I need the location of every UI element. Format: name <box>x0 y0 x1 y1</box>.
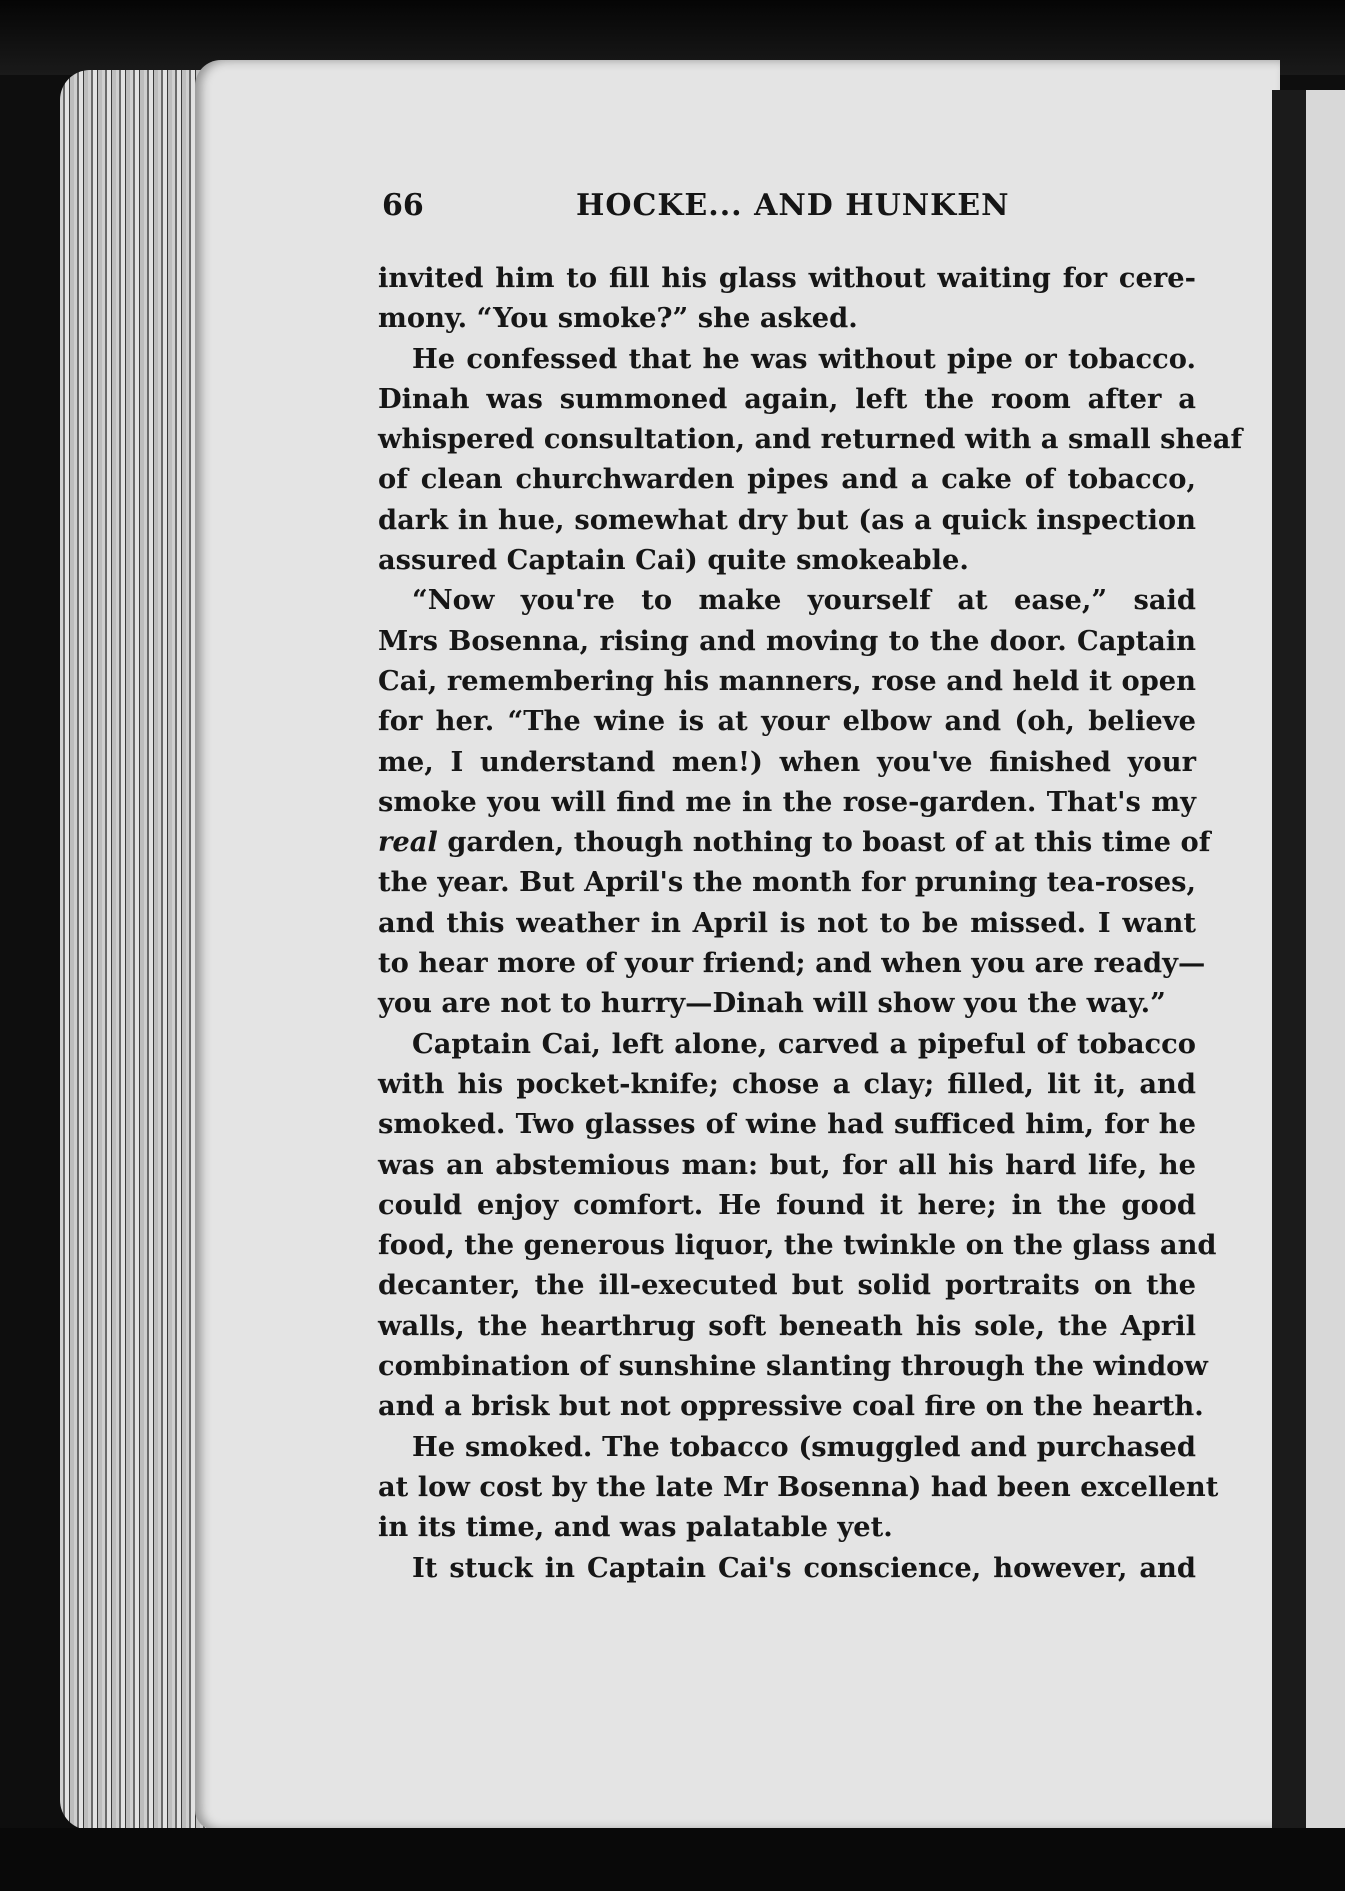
text-line: combination of sunshine slanting through the window <box>378 1350 1208 1383</box>
running-title: HOCKE... AND HUNKEN <box>576 188 1010 223</box>
text-line: of clean churchwarden pipes and a cake of tobacco, <box>378 463 1196 496</box>
text-line: and a brisk but not oppressive coal fire on the hearth. <box>378 1390 1204 1423</box>
text-line: the year. But April's the month for pruning tea-roses, <box>378 866 1196 899</box>
body-text <box>378 258 1243 1588</box>
text-line: could enjoy comfort. He found it here; in the good <box>378 1188 1196 1221</box>
scan-bottom-border <box>0 1828 1345 1891</box>
text-line: in its time, and was palatable yet. <box>378 1511 893 1544</box>
text-line: me, I understand men!) when you've finished your <box>378 745 1196 778</box>
text-line: smoke you will find me in the rose-garden. That's my <box>378 785 1196 818</box>
text-line: whispered consultation, and returned with a small sheaf <box>378 423 1243 456</box>
text-line: to hear more of your friend; and when you are ready— <box>378 947 1206 980</box>
text-line: with his pocket-knife; chose a clay; filled, lit it, and <box>378 1067 1196 1100</box>
text-line: Cai, remembering his manners, rose and held it open <box>378 664 1196 697</box>
text-line: Dinah was summoned again, left the room after a <box>378 382 1196 415</box>
text-line: Captain Cai, left alone, carved a pipeful of tobacco <box>412 1027 1196 1060</box>
text-line: decanter, the ill-executed but solid portraits on the <box>378 1269 1196 1302</box>
text-line: you are not to hurry—Dinah will show you the way.” <box>378 987 1166 1020</box>
text-line: It stuck in Captain Cai's conscience, however, and <box>412 1551 1196 1584</box>
text-line: smoked. Two glasses of wine had sufficed him, for he <box>378 1108 1196 1141</box>
page-number: 66 <box>382 188 424 223</box>
text-line: invited him to fill his glass without waiting for cere- <box>378 262 1196 294</box>
text-line: Mrs Bosenna, rising and moving to the door. Captain <box>378 624 1196 657</box>
text-line: food, the generous liquor, the twinkle on the glass and <box>378 1229 1217 1262</box>
text-line: assured Captain Cai) quite smokeable. <box>378 544 969 577</box>
text-line: He smoked. The tobacco (smuggled and purchased <box>412 1430 1196 1463</box>
binding-edge <box>1272 90 1306 1830</box>
text-line-with-italic <box>378 822 1211 862</box>
text-line: walls, the hearthrug soft beneath his sole, the April <box>378 1309 1196 1342</box>
text-line-rest: garden, though nothing to boast of at this time of <box>437 826 1211 859</box>
running-head <box>382 188 1012 238</box>
text-line: was an abstemious man: but, for all his hard life, he <box>378 1148 1196 1181</box>
text-line: at low cost by the late Mr Bosenna) had been excellent <box>378 1470 1219 1503</box>
facing-page-edge <box>1306 90 1345 1830</box>
italic-word: real <box>378 826 438 859</box>
text-line: and this weather in April is not to be missed. I want <box>378 906 1196 939</box>
page-edge-stack <box>60 70 210 1830</box>
text-line: mony. “You smoke?” she asked. <box>378 302 858 335</box>
text-line: “Now you're to make yourself at ease,” said <box>412 584 1196 617</box>
text-line: He confessed that he was without pipe or tobacco. <box>412 342 1196 375</box>
text-line: dark in hue, somewhat dry but (as a quick inspection <box>378 503 1196 536</box>
text-line: for her. “The wine is at your elbow and (oh, believe <box>378 705 1196 738</box>
